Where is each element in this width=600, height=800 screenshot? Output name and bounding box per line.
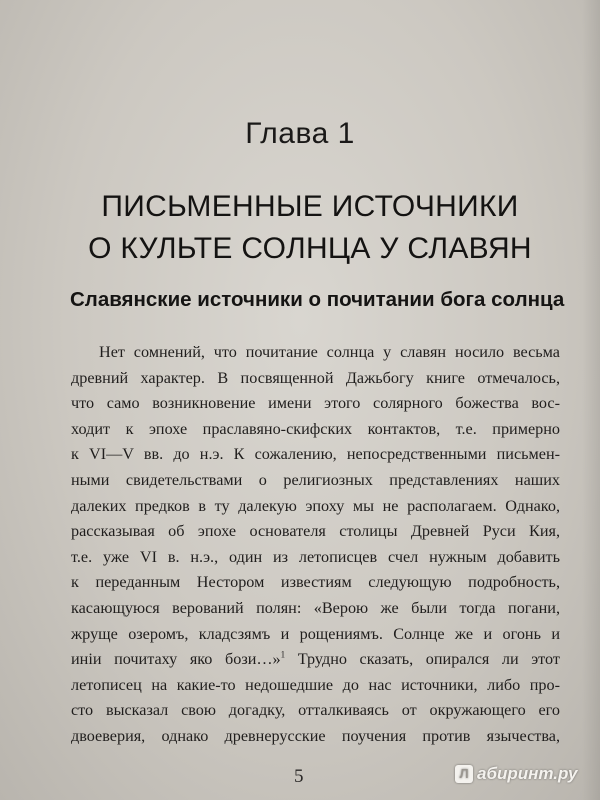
quote-end: иніи почитаху яко бози…»: [71, 650, 281, 669]
paragraph-line: жруще озеромъ, кладсзямъ и рощениямъ. Солнце же и огонь и: [71, 624, 560, 643]
paragraph-line: что само возникновение имени этого солярного божества вос-: [71, 394, 560, 413]
paragraph-line-with-footnote: [71, 647, 560, 673]
chapter-title: [0, 186, 600, 270]
section-heading: Славянские источники о почитании бога солнца: [70, 288, 565, 311]
paragraph-line: касающуюся верований полян: «Верою же были тогда погани,: [71, 598, 560, 617]
footnote-marker[interactable]: 1: [280, 649, 286, 660]
paragraph-line: Нет сомнений, что почитание солнца у славян носило весьма: [99, 343, 560, 361]
paragraph-line: сто высказал свою догадку, отталкиваясь от окружающего его: [71, 701, 560, 720]
chapter-title-line: О КУЛЬТЕ СОЛНЦА У СЛАВЯН: [88, 232, 532, 265]
paragraph-line: к переданным Нестором известиям следующую подробность,: [71, 573, 560, 592]
paragraph-line: далеких предков в ту далекую эпоху мы не располагаем. Однако,: [71, 496, 560, 515]
chapter-title-line: ПИСЬМЕННЫЕ ИСТОЧНИКИ: [101, 190, 519, 223]
paragraph-line: ходит к эпохе праславяно-скифских контактов, т.е. примерно: [71, 419, 560, 438]
labirint-logo-icon: Л: [455, 765, 473, 783]
watermark: [455, 764, 577, 784]
page-number: 5: [294, 766, 304, 787]
body-paragraph: [71, 340, 560, 750]
watermark-text: абиринт.ру: [477, 764, 578, 783]
paragraph-line: к VI—V вв. до н.э. К сожалению, непосредственными письмен-: [71, 445, 560, 464]
paragraph-line: двоеверия, однако древнерусские поучения против язычества,: [71, 726, 560, 745]
paragraph-line: летописец на какие-то недошедшие до нас источники, либо про-: [71, 675, 560, 694]
sentence-start: Трудно сказать, опирался ли этот: [285, 650, 560, 669]
paragraph-line: древний характер. В посвященной Дажьбогу книге отмечалось,: [71, 368, 560, 387]
paragraph-line: т.е. уже VI в. н.э., один из летописцев счел нужным добавить: [71, 547, 560, 566]
paragraph-line: ными свидетельствами о религиозных представлениях наших: [71, 470, 560, 489]
paragraph-line: рассказывая об эпохе основателя столицы Древней Руси Кия,: [71, 522, 560, 541]
chapter-label: Глава 1: [245, 117, 355, 150]
